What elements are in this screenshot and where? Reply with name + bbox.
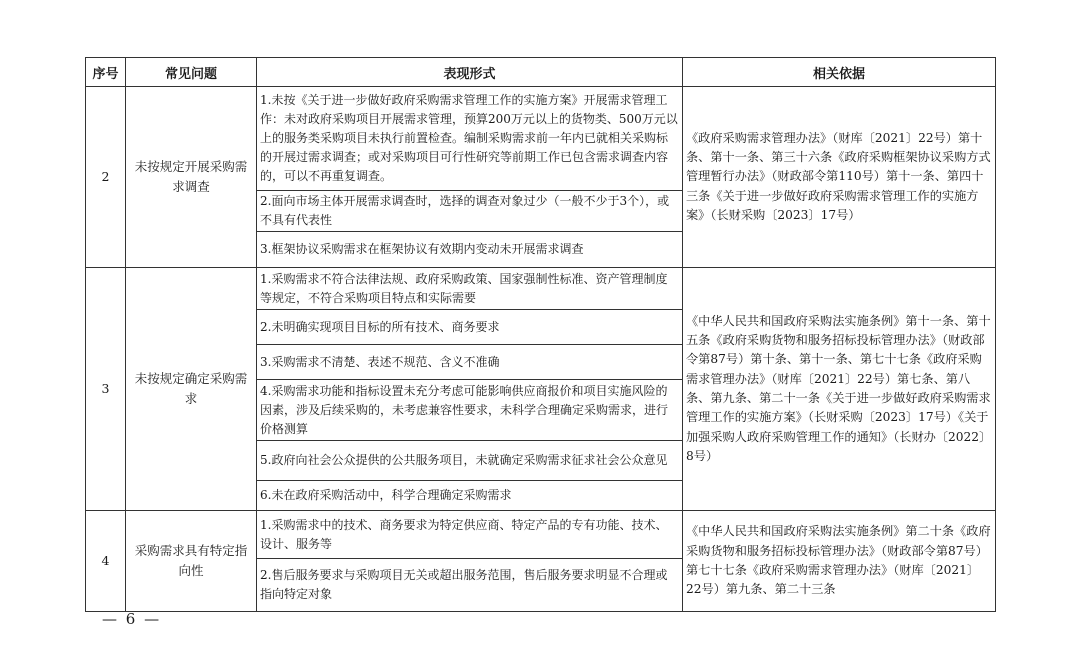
table-header-row xyxy=(86,58,996,87)
form-item xyxy=(257,191,682,232)
row-problem xyxy=(126,511,257,612)
row-problem-text: 采购需求具有特定指向性 xyxy=(134,543,248,578)
header-basis: 相关依据 xyxy=(683,58,996,87)
form-item-text: 4.采购需求功能和指标设置未充分考虑可能影响供应商报价和项目实施风险的因素，涉及后续采购的，未考虑兼容性要求，未科学合理确定采购需求，进行价格测算 xyxy=(260,383,669,436)
row-forms xyxy=(257,87,683,268)
row-basis: 《政府采购需求管理办法》（财库〔2021〕22号）第十条、第十一条、第三十六条《政府采购框架协议采购方式管理暂行办法》（财政部令第110号）第十一条、第四十三条《关于进一步做好政府采购需求管理工作的实施方案》（长财采购〔2023〕17号） xyxy=(683,87,996,268)
form-item-text: 2.面向市场主体开展需求调查时，选择的调查对象过少（一般不少于3个），或不具有代表性 xyxy=(260,194,670,227)
form-item xyxy=(257,511,682,559)
table-row xyxy=(86,268,996,511)
form-item-text: 2.未明确实现项目目标的所有技术、商务要求 xyxy=(260,319,500,334)
row-problem-text: 未按规定开展采购需求调查 xyxy=(134,159,248,194)
form-item xyxy=(257,232,682,267)
form-item xyxy=(257,268,682,310)
form-item xyxy=(257,345,682,380)
row-basis: 《中华人民共和国政府采购法实施条例》第十一条、第十五条《政府采购货物和服务招标投标管理办法》（财政部令第87号）第十条、第十一条、第七十七条《政府采购需求管理办法》（财库〔2021〕22号）第七条、第八条、第九条、第二十一条《关于进一步做好政府采购需求管理工作的实施方案》（长财采购〔2023〕17号）《关于加强采购人政府采购管理工作的通知》（长财办〔2022〕8号） xyxy=(683,268,996,511)
row-problem xyxy=(126,87,257,268)
row-seq: 3 xyxy=(86,268,126,511)
header-forms: 表现形式 xyxy=(257,58,683,87)
form-item-text: 3.采购需求不清楚、表述不规范、含义不准确 xyxy=(260,354,500,369)
form-item-text: 6.未在政府采购活动中，科学合理确定采购需求 xyxy=(260,488,512,502)
row-seq: 4 xyxy=(86,511,126,612)
regulation-table xyxy=(85,57,996,612)
form-item xyxy=(257,380,682,441)
form-item xyxy=(257,87,682,191)
header-seq: 序号 xyxy=(86,58,126,87)
form-item-text: 1.未按《关于进一步做好政府采购需求管理工作的实施方案》开展需求管理工作：未对政府采购项目开展需求管理，预算200万元以上的货物类、500万元以上的服务类采购项目未执行前置检查。编制采购需求前一年内已就相关采购标的开展过需求调查；或对采购项目可行性研究等前期工作已包含需求调查内容的，可以不再重复调查。 xyxy=(260,93,678,183)
row-forms xyxy=(257,511,683,612)
row-problem-text: 未按规定确定采购需求 xyxy=(134,371,248,406)
form-item-text: 1.采购需求不符合法律法规、政府采购政策、国家强制性标准、资产管理制度等规定，不符合采购项目特点和实际需要 xyxy=(260,271,668,305)
row-seq: 2 xyxy=(86,87,126,268)
form-item xyxy=(257,481,682,510)
form-item-text: 2.售后服务要求与采购项目无关或超出服务范围，售后服务要求明显不合理或指向特定对象 xyxy=(260,568,668,601)
table-row xyxy=(86,511,996,612)
form-item-text: 5.政府向社会公众提供的公共服务项目，未就确定采购需求征求社会公众意见 xyxy=(260,453,668,467)
page-number: — 6 — xyxy=(102,610,162,628)
row-forms xyxy=(257,268,683,511)
form-item xyxy=(257,310,682,345)
row-problem xyxy=(126,268,257,511)
form-item-text: 1.采购需求中的技术、商务要求为特定供应商、特定产品的专有功能、技术、设计、服务等 xyxy=(260,517,668,551)
table-row xyxy=(86,87,996,268)
row-basis: 《中华人民共和国政府采购法实施条例》第二十条《政府采购货物和服务招标投标管理办法》（财政部令第87号）第七十七条《政府采购需求管理办法》（财库〔2021〕22号）第九条、第二十三条 xyxy=(683,511,996,612)
header-problem: 常见问题 xyxy=(126,58,257,87)
form-item xyxy=(257,441,682,481)
form-item xyxy=(257,559,682,611)
form-item-text: 3.框架协议采购需求在框架协议有效期内变动未开展需求调查 xyxy=(260,242,584,256)
